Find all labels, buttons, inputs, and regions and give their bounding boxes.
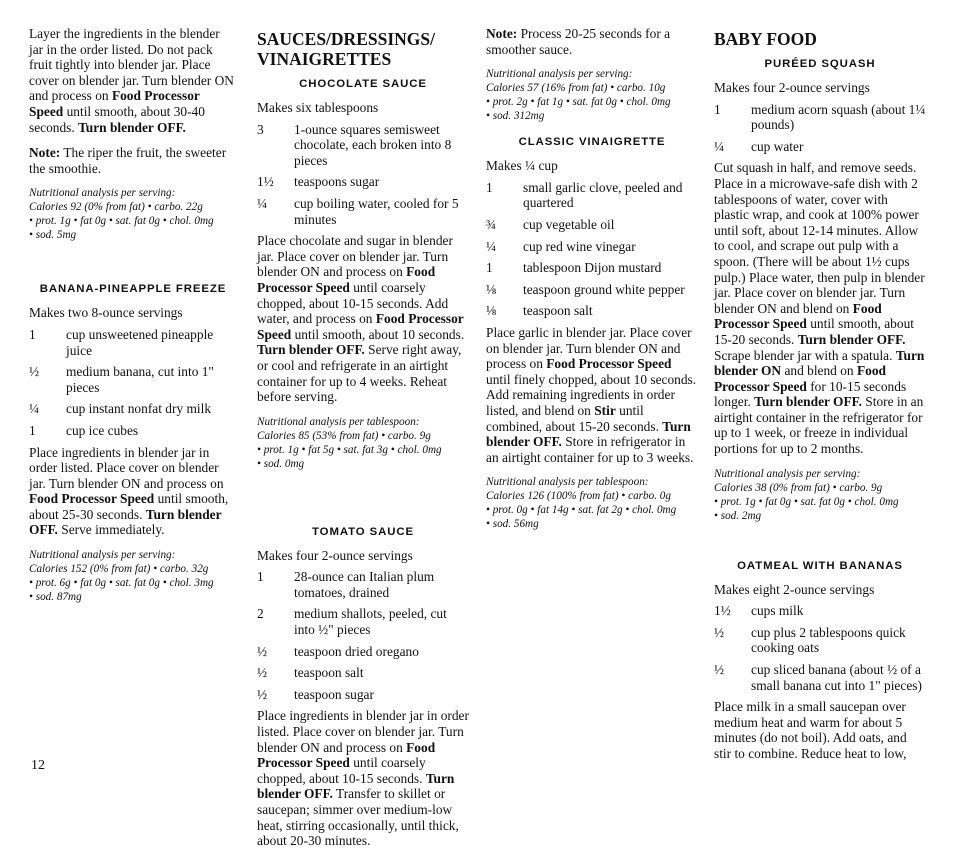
ingredient-list-tomato-sauce [257,569,469,702]
nutrition-line: • sod. 312mg [486,110,545,123]
directions-oatmeal-bananas [714,699,926,761]
bold-text: Turn blender ON [714,347,925,379]
ingredient-quantity: ⅛ [486,281,497,297]
bold-text: Turn blender OFF. [29,506,222,538]
text-run: until smooth, about 10 seconds. [291,326,465,342]
directions-tomato-sauce [257,708,469,848]
ingredient-item [486,282,698,298]
bold-text: Note: [486,26,518,41]
ingredient-text: teaspoon ground white pepper [523,281,685,297]
text-run: Place ingredients in blender jar in order listed. Place cover on blender jar. Turn blender ON and process on [29,444,224,491]
nutrition-classic-vinaigrette [486,475,698,531]
nutrition-line: • prot. 0g • fat 14g • sat. fat 2g • chol. 0mg [486,504,677,517]
directions-pureed-squash [714,160,926,456]
ingredient-quantity: 2 [257,606,264,622]
ingredient-item [29,401,237,417]
ingredient-item [486,260,698,276]
ingredient-quantity: ¼ [257,195,268,211]
nutrition-line: • sod. 0mg [257,457,305,470]
nutrition-line: Nutritional analysis per serving: [29,549,176,562]
bold-text: Turn blender OFF. [797,331,906,347]
ingredient-item [257,174,469,190]
directions-banana-pineapple [29,445,237,539]
servings-pureed-squash: Makes four 2-ounce servings [714,80,870,95]
smoothie-note [29,145,237,176]
text-run: Place ingredients in blender jar in order listed. Place cover on blender jar. Turn blender ON and process on [257,708,469,755]
ingredient-item [257,122,469,169]
recipe-title-classic-vinaigrette: CLASSIC VINAIGRETTE [518,136,666,149]
nutrition-line: Calories 92 (0% from fat) • carbo. 22g [29,201,203,214]
nutrition-line: • sod. 2mg [714,509,762,522]
text-run: and blend on [781,363,857,379]
ingredient-item [486,303,698,319]
ingredient-quantity: ¼ [29,401,40,417]
servings-banana-pineapple: Makes two 8-ounce servings [29,305,183,321]
ingredient-text: cups milk [751,603,804,619]
ingredient-text: teaspoon sugar [294,686,374,702]
ingredient-quantity: ¼ [714,138,725,154]
recipe-title-banana-pineapple-freeze: BANANA-PINEAPPLE FREEZE [39,283,227,296]
bold-text: Food Processor Speed [546,356,672,372]
bold-text: Food Processor Speed [714,363,886,394]
servings-tomato-sauce: Makes four 2-ounce servings [257,547,413,563]
nutrition-line: Calories 85 (53% from fat) • carbo. 9g [257,429,431,442]
nutrition-line: • sod. 56mg [486,518,539,531]
ingredient-item [714,603,926,619]
bold-text: Turn blender OFF. [257,770,455,802]
ingredient-item [486,239,698,255]
nutrition-line: Calories 38 (0% from fat) • carbo. 9g [714,481,883,494]
spacer [29,252,237,282]
bold-text: Food Processor Speed [257,739,436,771]
column-1 [29,26,237,614]
ingredient-item [257,644,469,660]
nutrition-line: • sod. 87mg [29,591,82,604]
ingredient-quantity: 1 [257,569,264,585]
text-run: until finely chopped, about 10 seconds. Add remaining ingredients in order listed, and blend on [486,371,697,418]
text-run: until coarsely chopped, about 10-15 seconds. [257,755,426,786]
ingredient-text: teaspoon salt [523,303,593,319]
text-run: Transfer to skillet or saucepan; simmer over medium-low heat, stirring occasionally, until thick, about 20-30 minutes. [257,786,459,849]
ingredient-text: cup water [751,138,804,154]
ingredient-quantity: ¾ [486,216,497,232]
text-run: for 10-15 seconds longer. [714,378,907,410]
ingredient-item [714,662,926,693]
bold-text: Food Processor Speed [29,491,155,507]
column-3 [486,26,698,541]
nutrition-chocolate-sauce [257,415,469,471]
bold-text: Food Processor Speed [714,300,882,332]
bold-text: Turn blender OFF. [257,342,365,358]
ingredient-quantity: 1 [486,179,493,195]
nutrition-banana-pineapple [29,548,237,604]
nutrition-line: • prot. 1g • fat 5g • sat. fat 3g • chol. 0mg [257,443,442,456]
ingredient-quantity: ½ [257,665,268,681]
nutrition-tomato-sauce [486,67,698,123]
bold-text: Food Processor Speed [29,88,200,119]
ingredient-text: cup red wine vinegar [523,238,636,254]
ingredient-text: medium shallots, peeled, cut into ½" pieces [294,606,447,638]
ingredient-quantity: 1 [29,326,36,342]
text-run: Process 20-25 seconds for a smoother sauce. [486,26,671,57]
text-run: until combined, about 15-20 seconds. [486,402,663,434]
text-run: Serve immediately. [57,522,165,538]
ingredient-text: teaspoons sugar [294,174,380,190]
ingredient-text: cup unsweetened pineapple juice [66,326,214,358]
bold-text: Food Processor Speed [257,311,464,342]
ingredient-quantity: 1½ [257,174,274,190]
ingredient-text: 1-ounce squares semisweet chocolate, each broken into 8 pieces [294,121,452,168]
ingredient-list-oatmeal-bananas [714,603,926,693]
nutrition-line: Nutritional analysis per tablespoon: [257,415,420,428]
ingredient-text: small garlic clove, peeled and quartered [523,179,683,211]
servings-oatmeal-bananas: Makes eight 2-ounce servings [714,581,875,597]
ingredient-item [714,139,926,155]
text-run: Place milk in a small saucepan over medium heat and warm for about 5 minutes (do not boil). Add oats, and stir to combine. Reduce heat to low, [714,699,907,761]
ingredient-quantity: 1 [714,101,721,117]
text-run: until smooth, about 15-20 seconds. [714,316,914,347]
ingredient-quantity: 1½ [714,603,731,619]
nutrition-line: Nutritional analysis per serving: [714,467,861,480]
ingredient-item [257,606,469,637]
text-run: until smooth, about 25-30 seconds. [29,491,229,522]
ingredient-item [486,217,698,233]
bold-text: Note: [29,145,61,161]
text-run: Layer the ingredients in the blender jar in the order listed. Do not pack fruit tightly into blender jar. Place cover on blender jar. Turn blender ON and process on [29,26,234,104]
bold-text: Food Processor Speed [257,264,436,295]
text-run: Cut squash in half, and remove seeds. Place in a microwave-safe dish with 2 tablespoons of water, cover with plastic wrap, and cook at 100% power until soft, about 12-14 minutes. Allow to cool, and scrape out pulp with a spoon. (There will be about 1½ cups pulp.) Place water, then pulp in blender jar. Place cover on blender jar. Turn blender ON and blend on [714,160,925,316]
ingredient-list-chocolate-sauce [257,122,469,228]
recipe-title-chocolate-sauce: CHOCOLATE SAUCE [299,78,427,90]
ingredient-item [257,665,469,681]
ingredient-item [257,196,469,227]
ingredient-item [29,364,237,395]
ingredient-item [257,569,469,600]
ingredient-text: cup instant nonfat dry milk [66,401,212,417]
nutrition-line: • prot. 1g • fat 0g • sat. fat 0g • chol. 0mg [714,495,899,508]
recipe-title-oatmeal-with-bananas: OATMEAL WITH BANANAS [737,559,903,572]
servings-classic-vinaigrette: Makes ¼ cup [486,158,558,174]
text-run: Store in refrigerator in an airtight container for up to 3 weeks. [486,434,694,465]
bold-text: Turn blender OFF. [754,394,862,410]
ingredient-quantity: ½ [257,686,268,702]
nutrition-line: Nutritional analysis per tablespoon: [486,476,649,489]
column-4 [714,26,926,772]
ingredient-quantity: ½ [29,364,40,380]
smoothie-directions [29,26,237,135]
ingredient-quantity: 1 [29,422,36,438]
section-heading-sauces: SAUCES/DRESSINGS/ VINAIGRETTES [257,29,435,69]
ingredient-text: cup boiling water, cooled for 5 minutes [294,195,459,227]
ingredient-quantity: ⅛ [486,303,497,319]
text-run: until smooth, about 30-40 seconds. [29,103,205,135]
ingredient-text: teaspoon dried oregano [294,643,419,659]
directions-classic-vinaigrette [486,325,698,465]
bold-text: Stir [594,402,616,418]
spacer [257,481,469,525]
text-run: Place garlic in blender jar. Place cover on blender jar. Turn blender ON and process on [486,324,692,372]
ingredient-list-pureed-squash [714,102,926,155]
nutrition-line: • sod. 5mg [29,229,77,242]
ingredient-text: medium banana, cut into 1" pieces [66,364,214,395]
ingredient-quantity: ½ [257,643,268,659]
ingredient-item [486,180,698,211]
ingredient-text: cup plus 2 tablespoons quick cooking oats [751,624,906,656]
nutrition-line: • prot. 1g • fat 0g • sat. fat 0g • chol. 0mg [29,215,214,228]
ingredient-text: tablespoon Dijon mustard [523,260,662,276]
tomato-note [486,26,698,57]
recipe-title-tomato-sauce: TOMATO SAUCE [312,525,414,538]
bold-text: Turn blender OFF. [78,119,186,135]
ingredient-item [714,625,926,656]
recipe-title-pureed-squash: PURÉED SQUASH [764,58,876,70]
ingredient-item [29,423,237,439]
nutrition-line: • prot. 6g • fat 0g • sat. fat 0g • chol. 3mg [29,577,214,590]
nutrition-line: Calories 57 (16% from fat) • carbo. 10g [486,82,666,95]
section-heading-baby-food: BABY FOOD [714,29,817,49]
ingredient-text: cup vegetable oil [523,216,615,232]
ingredient-text: 28-ounce can Italian plum tomatoes, drained [294,569,435,600]
nutrition-line: Calories 126 (100% from fat) • carbo. 0g [486,490,671,503]
ingredient-item [257,687,469,703]
ingredient-quantity: ½ [714,624,725,640]
smoothie-nutrition [29,186,237,242]
text-run: until coarsely chopped, about 10-15 seconds. Add water, and process on [257,279,449,327]
nutrition-line: Calories 152 (0% from fat) • carbo. 32g [29,563,209,576]
ingredient-text: cup ice cubes [66,422,139,438]
text-run: Serve right away, or cool and refrigerate in an airtight container for up to 4 weeks. Reheat before serving. [257,342,462,405]
text-run: Place chocolate and sugar in blender jar. Place cover on blender jar. Turn blender ON and process on [257,233,453,280]
ingredient-text: teaspoon salt [294,665,364,681]
bold-text: Turn blender OFF. [486,418,691,450]
text-run: Scrape blender jar with a spatula. [714,347,896,363]
ingredient-quantity: 3 [257,121,264,137]
servings-chocolate-sauce: Makes six tablespoons [257,100,379,115]
nutrition-line: • prot. 2g • fat 1g • sat. fat 0g • chol. 0mg [486,96,671,109]
ingredient-list-banana-pineapple [29,327,237,439]
ingredient-quantity: ¼ [486,238,497,254]
ingredient-text: cup sliced banana (about ½ of a small banana cut into 1" pieces) [751,662,922,693]
ingredient-item [714,102,926,133]
ingredient-quantity: ½ [714,662,725,678]
page-number: 12 [31,758,45,773]
text-run: The riper the fruit, the sweeter the smoothie. [29,145,227,176]
spacer [714,533,926,559]
text-run: Store in an airtight container in the refrigerator for up to 1 week, or freeze in individual portions for up to 2 months. [714,394,924,457]
ingredient-text: medium acorn squash (about 1¼ pounds) [751,101,926,133]
nutrition-pureed-squash [714,467,926,523]
column-2 [257,26,469,859]
nutrition-line: Nutritional analysis per serving: [29,187,176,200]
ingredient-quantity: 1 [486,260,493,276]
ingredient-item [29,327,237,358]
ingredient-list-classic-vinaigrette [486,180,698,319]
directions-chocolate-sauce [257,233,469,405]
nutrition-line: Nutritional analysis per serving: [486,68,633,81]
